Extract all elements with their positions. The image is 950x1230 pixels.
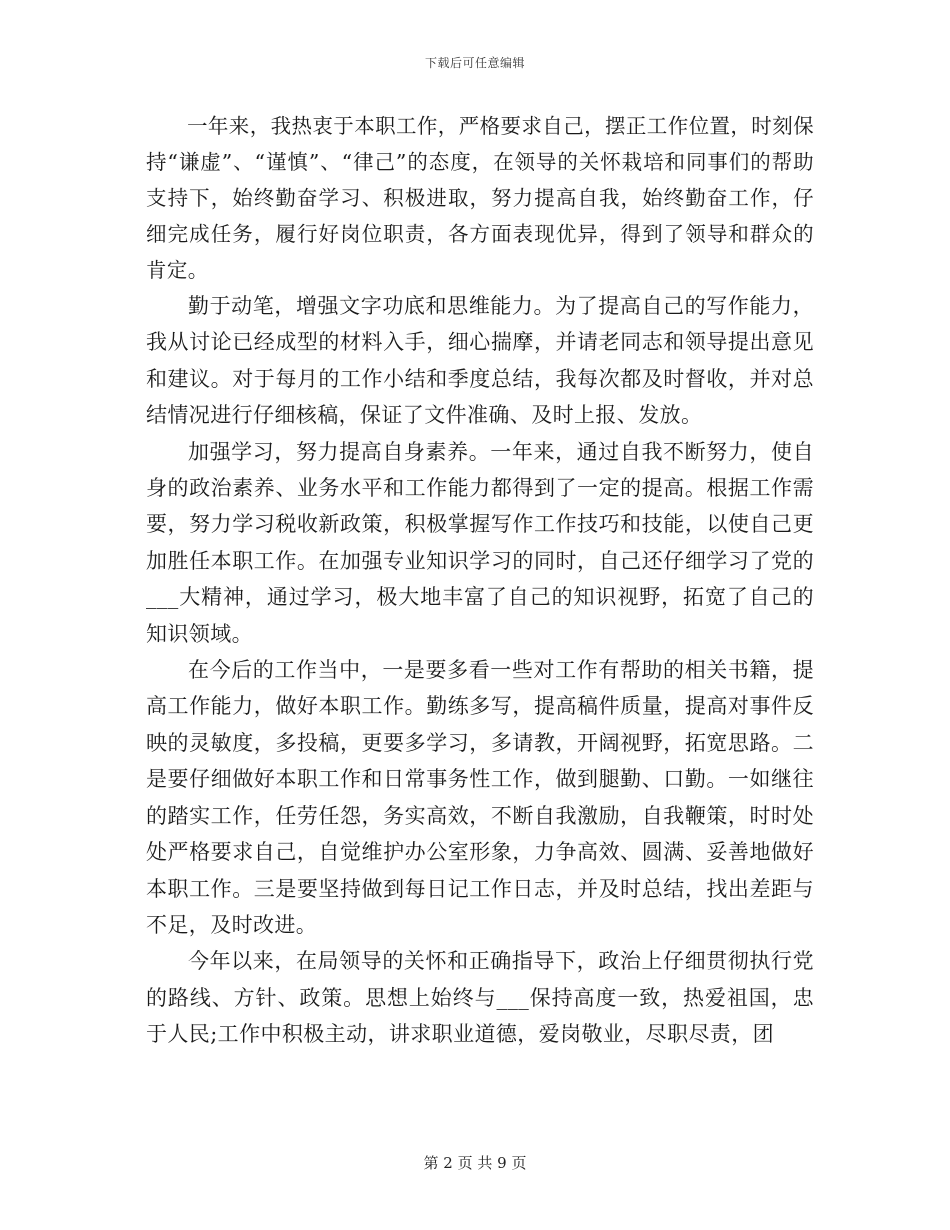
document-body [146,108,814,1053]
page-header-note: 下载后可任意编辑 [424,56,525,70]
paragraph-4: 在今后的工作当中，一是要多看一些对工作有帮助的相关书籍，提高工作能力，做好本职工作。勤练多写，提高稿件质量，提高对事件反映的灵敏度，多投稿，更要多学习，多请教，开阔视野，拓宽思路。二是要仔细做好本职工作和日常事务性工作，做到腿勤、口勤。一如继往的踏实工作，任劳任怨，务实高效，不断自我激励，自我鞭策，时时处处严格要求自己，自觉维护办公室形象，力争高效、圆满、妥善地做好本职工作。三是要坚持做到每日记工作日志，并及时总结，找出差距与不足，及时改进。 [146,658,814,937]
page-number-footer: 第 2 页 共 9 页 [423,1154,527,1172]
paragraph-2: 勤于动笔，增强文字功底和思维能力。为了提高自己的写作能力，我从讨论已经成型的材料入手，细心揣摩，并请老同志和领导提出意见和建议。对于每月的工作小结和季度总结，我每次都及时督收，并对总结情况进行仔细核稿，保证了文件准确、及时上报、发放。 [146,294,814,428]
paragraph-3: 加强学习，努力提高自身素养。一年来，通过自我不断努力，使自身的政治素养、业务水平和工作能力都得到了一定的提高。根据工作需要，努力学习税收新政策，积极掌握写作工作技巧和技能，以使自己更加胜任本职工作。在加强专业知识学习的同时，自己还仔细学习了党的___大精神，通过学习，极大地丰富了自己的知识视野，拓宽了自己的知识领域。 [146,439,814,646]
paragraph-1: 一年来，我热衷于本职工作，严格要求自己，摆正工作位置，时刻保持“谦虚”、“谨慎”、“律己”的态度，在领导的关怀栽培和同事们的帮助支持下，始终勤奋学习、积极进取，努力提高自我，始终勤奋工作，仔细完成任务，履行好岗位职责，各方面表现优异，得到了领导和群众的肯定。 [146,114,814,282]
paragraph-5: 今年以来，在局领导的关怀和正确指导下，政治上仔细贯彻执行党的路线、方针、政策。思想上始终与___保持高度一致，热爱祖国，忠于人民;工作中积极主动，讲求职业道德，爱岗敬业，尽职尽责，团 [146,949,814,1047]
